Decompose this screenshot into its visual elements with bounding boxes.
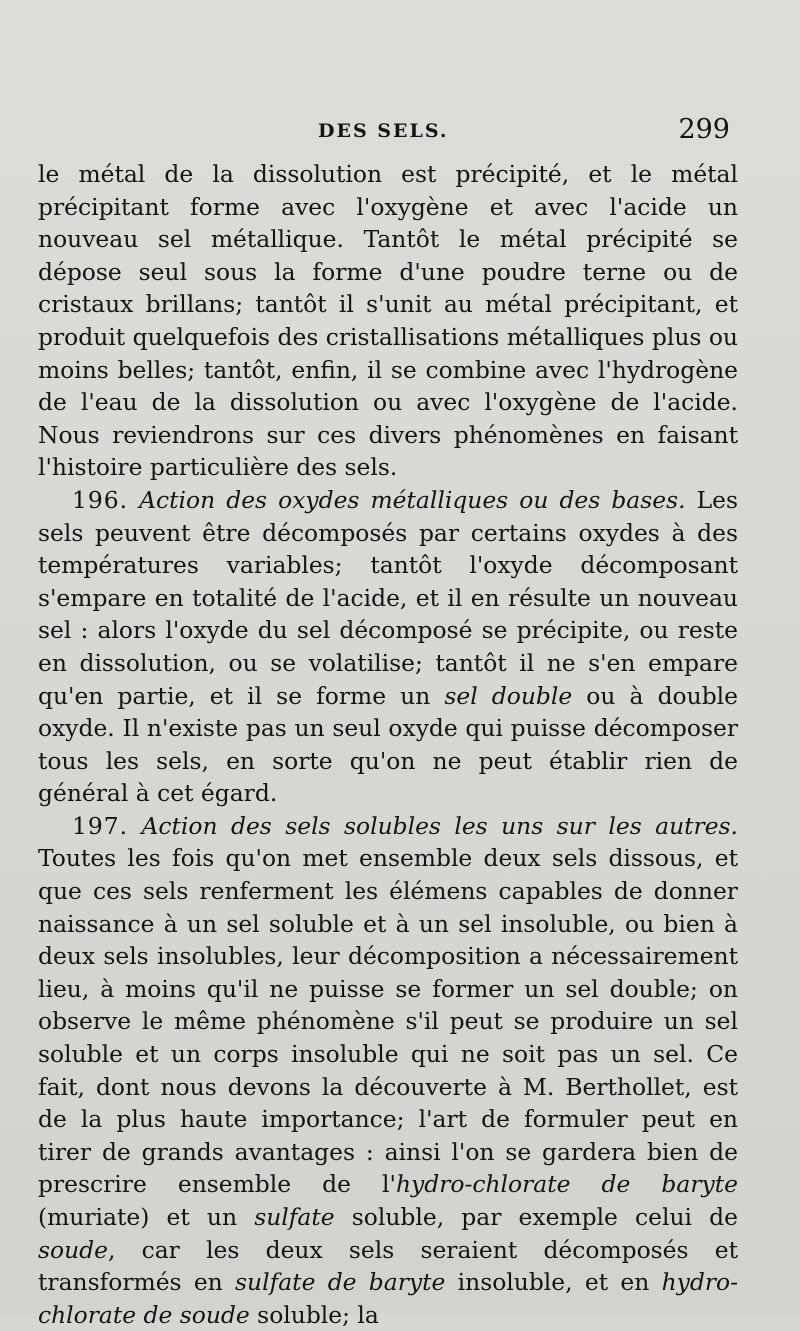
paragraph-text: le métal de la dissolution est précipité, et le métal précipitant forme avec l'oxygène et avec l'acide un nouveau sel métallique. Tantôt le métal précipité se dépose seul sous la forme d'une poudre terne ou de cristaux brillans; tantôt il s'unit au métal précipitant, et produit quelquefois des cristallisations métalliques plus ou moins belles; tantôt, enfin, il se combine avec l'hydrogène de l'eau de la dissolution ou avec l'oxygène de l'acide. Nous reviendrons sur ces divers phénomènes en faisant l'histoire particulière des sels. <box>38 160 738 482</box>
section-number: 197. <box>72 811 129 840</box>
italic-term: soude <box>38 1235 108 1264</box>
paragraph-text: soluble, par exemple celui de <box>334 1203 738 1231</box>
paragraph-text: , car les deux sels seraient décomposés et transformés en <box>38 1235 738 1297</box>
page-header <box>0 112 800 152</box>
paragraph-text: insoluble, et en <box>445 1268 662 1297</box>
italic-term: sulfate <box>254 1203 335 1231</box>
page-number: 299 <box>678 114 730 145</box>
paragraph-continued <box>38 158 738 484</box>
paragraph-197 <box>38 810 738 1331</box>
italic-term: hydro-chlorate de soude <box>38 1268 738 1329</box>
italic-term: sulfate de baryte <box>235 1268 446 1297</box>
italic-term: sel double <box>444 681 573 710</box>
paragraph-text: ou à double oxyde. Il n'existe pas un seul oxyde qui puisse décomposer tous les sels, en sorte qu'on ne peut établir rien de général à cet égard. <box>38 681 738 808</box>
section-number: 196. <box>72 485 129 514</box>
paragraph-text: Toutes les fois qu'on met ensemble deux sels dissous, et que ces sels renferment les élémens capables de donner naissance à un sel soluble et à un sel insoluble, ou bien à deux sels insolubles, leur décomposition a nécessairement lieu, à moins qu'il ne puisse se former un sel double; on observe le même phénomène s'il peut se produire un sel soluble et un corps insoluble qui ne soit pas un sel. Ce fait, dont nous devons la découverte à M. Berthollet, est de la plus haute importance; l'art de formuler peut en tirer de grands avantages : ainsi l'on se gardera bien de prescrire ensemble de l' <box>38 844 738 1199</box>
paragraph-text: (muriate) et un <box>38 1203 255 1231</box>
paragraph-text: soluble; la <box>249 1300 379 1329</box>
section-heading: Action des oxydes métalliques ou des bases. <box>139 485 686 514</box>
body-text <box>38 158 738 1331</box>
paragraph-196 <box>38 484 738 810</box>
italic-term: hydro-chlorate de baryte <box>395 1170 738 1199</box>
running-head: DES SELS. <box>318 120 449 142</box>
paragraph-text: Les sels peuvent être décomposés par certains oxydes à des températures variables; tantôt l'oxyde décomposant s'empare en totalité de l'acide, et il en résulte un nouveau sel : alors l'oxyde du sel décomposé se précipite, ou reste en dissolution, ou se volatilise; tantôt il ne s'en empare qu'en partie, et il se forme un <box>38 485 738 710</box>
section-heading: Action des sels solubles les uns sur les autres. <box>141 811 738 840</box>
